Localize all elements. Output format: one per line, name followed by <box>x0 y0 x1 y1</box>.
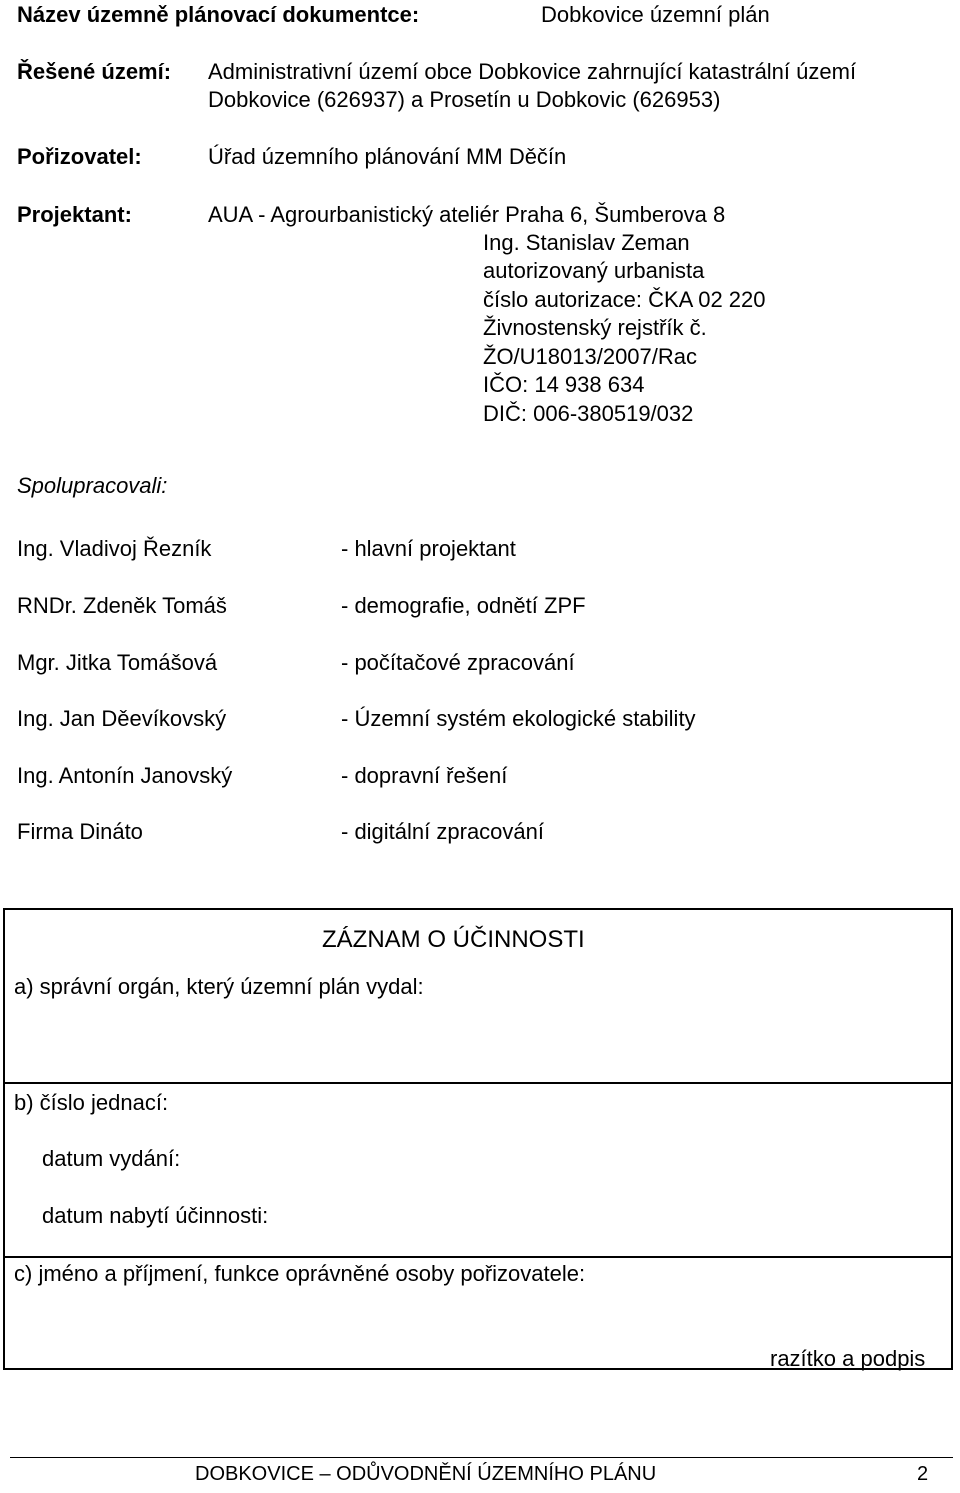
stamp-signature-label: razítko a podpis <box>770 1346 926 1371</box>
designer-detail-register: Živnostenský rejstřík č. <box>483 315 707 340</box>
area-line-1: Administrativní území obce Dobkovice zahrnující katastrální území <box>208 59 857 84</box>
collaborator-name: Ing. Vladivoj Řezník <box>17 536 212 561</box>
record-b-label: b) číslo jednací: <box>14 1090 169 1115</box>
area-line-2: Dobkovice (626937) a Prosetín u Dobkovic (626953) <box>208 87 721 112</box>
collaborator-name: RNDr. Zdeněk Tomáš <box>17 593 227 618</box>
issue-date-label: datum vydání: <box>42 1146 181 1171</box>
collaborator-role: - demografie, odnětí ZPF <box>341 593 586 618</box>
record-a-label: a) správní orgán, který územní plán vydal: <box>14 974 424 999</box>
area-label: Řešené území: <box>17 59 172 84</box>
collaborator-name: Ing. Jan Děevíkovský <box>17 706 227 731</box>
record-title: ZÁZNAM O ÚČINNOSTI <box>322 926 585 953</box>
collaborator-name: Ing. Antonín Janovský <box>17 763 233 788</box>
collaborators-heading: Spolupracovali: <box>17 473 168 498</box>
footer-rule <box>10 1457 953 1458</box>
collaborator-role: - hlavní projektant <box>341 536 516 561</box>
collaborator-name: Firma Dináto <box>17 819 143 844</box>
doc-name-label: Název územně plánovací dokumentce: <box>17 2 420 27</box>
collaborator-role: - dopravní řešení <box>341 763 508 788</box>
record-divider <box>3 1082 953 1084</box>
footer-title: DOBKOVICE – ODŮVODNĚNÍ ÚZEMNÍHO PLÁNU <box>195 1463 657 1485</box>
acquirer-label: Pořizovatel: <box>17 144 142 169</box>
designer-detail-dic: DIČ: 006-380519/032 <box>483 401 694 426</box>
designer-detail-register-number: ŽO/U18013/2007/Rac <box>483 344 698 369</box>
designer-label: Projektant: <box>17 202 132 227</box>
designer-detail-ico: IČO: 14 938 634 <box>483 372 645 397</box>
record-c-label: c) jméno a příjmení, funkce oprávněné osoby pořizovatele: <box>14 1261 586 1286</box>
designer-detail-authorization: číslo autorizace: ČKA 02 220 <box>483 287 766 312</box>
collaborator-name: Mgr. Jitka Tomášová <box>17 650 218 675</box>
collaborator-role: - počítačové zpracování <box>341 650 575 675</box>
effective-date-label: datum nabytí účinnosti: <box>42 1203 269 1228</box>
doc-name-value: Dobkovice územní plán <box>541 2 770 27</box>
designer-detail-title: autorizovaný urbanista <box>483 258 705 283</box>
collaborator-role: - Územní systém ekologické stability <box>341 706 696 731</box>
record-divider <box>3 1256 953 1258</box>
page-number: 2 <box>917 1463 929 1485</box>
designer-detail-name: Ing. Stanislav Zeman <box>483 230 690 255</box>
acquirer-value: Úřad územního plánování MM Děčín <box>208 144 567 169</box>
collaborator-role: - digitální zpracování <box>341 819 544 844</box>
designer-firm: AUA - Agrourbanistický ateliér Praha 6, Šumberova 8 <box>208 202 726 227</box>
